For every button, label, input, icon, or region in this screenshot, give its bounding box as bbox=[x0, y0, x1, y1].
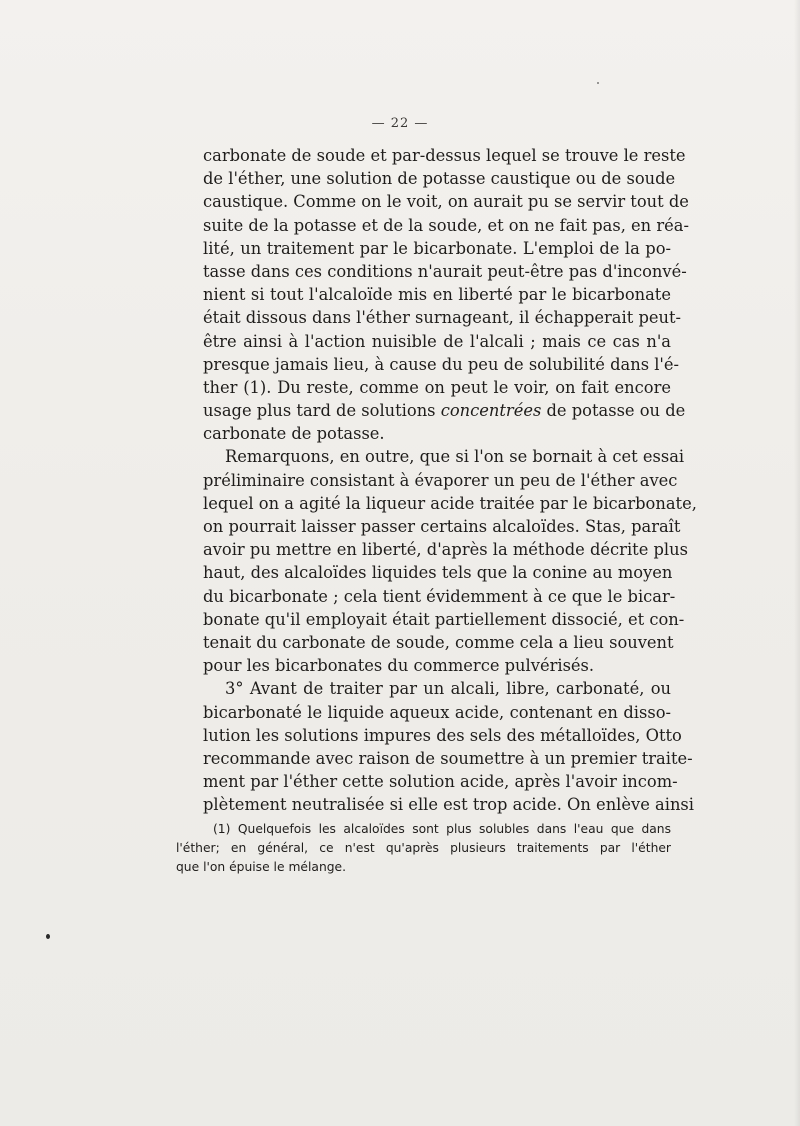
text-line: était dissous dans l'éther surnageant, il échapperait peut- bbox=[203, 308, 682, 328]
text-line: bicarbonaté le liquide aqueux acide, contenant en disso- bbox=[203, 702, 671, 722]
text-segment: de potasse ou de bbox=[541, 401, 686, 421]
text-line: de l'éther, une solution de potasse caustique ou de soude bbox=[203, 169, 676, 189]
text-segment: usage plus tard de solutions bbox=[203, 401, 441, 421]
text-line: on pourrait laisser passer certains alcaloïdes. Stas, paraît bbox=[203, 517, 681, 536]
text-line: suite de la potasse et de la soude, et on ne fait pas, en réa- bbox=[203, 215, 689, 235]
text-line: lution les solutions impures des sels des métalloïdes, Otto bbox=[203, 725, 682, 745]
text-line: carbonate de soude et par-dessus lequel se trouve le reste bbox=[203, 146, 686, 165]
page-number: — 22 — bbox=[371, 116, 429, 131]
text-line: nient si tout l'alcaloïde mis en liberté par le bicarbonate bbox=[203, 285, 671, 305]
footnote-line: que l'on épuise le mélange. bbox=[176, 860, 347, 874]
text-line: plètement neutralisée si elle est trop acide. On enlève ainsi bbox=[203, 795, 694, 815]
paragraph-2 bbox=[203, 445, 697, 677]
text-line: tasse dans ces conditions n'aurait peut-être pas d'inconvé- bbox=[203, 261, 687, 281]
ink-speck bbox=[46, 934, 50, 939]
text-line: lequel on a agité la liqueur acide traitée par le bicarbonate, bbox=[203, 493, 697, 513]
text-line: bonate qu'il employait était partiellement dissocié, et con- bbox=[203, 609, 685, 629]
text-line: ment par l'éther cette solution acide, après l'avoir incom- bbox=[203, 772, 678, 792]
text-line: du bicarbonate ; cela tient évidemment à ce que le bicar- bbox=[203, 586, 676, 606]
text-line: haut, des alcaloïdes liquides tels que la conine au moyen bbox=[203, 563, 673, 583]
page-edge-shadow bbox=[794, 0, 800, 1126]
text-line: pour les bicarbonates du commerce pulvérisés. bbox=[203, 656, 595, 676]
text-line: ther (1). Du reste, comme on peut le voir, on fait encore bbox=[203, 377, 671, 397]
body-text bbox=[203, 144, 697, 816]
footnote bbox=[176, 820, 671, 877]
text-line-with-emphasis bbox=[203, 399, 686, 422]
text-line: 3° Avant de traiter par un alcali, libre, carbonaté, ou bbox=[225, 679, 671, 699]
text-line: caustique. Comme on le voit, on aurait pu se servir tout de bbox=[203, 192, 689, 212]
text-line: tenait du carbonate de soude, comme cela a lieu souvent bbox=[203, 632, 674, 652]
ink-speck bbox=[597, 82, 599, 84]
footnote-line: (1) Quelquefois les alcaloïdes sont plus solubles dans l'eau que dans bbox=[213, 822, 671, 836]
text-line: carbonate de potasse. bbox=[203, 424, 385, 444]
text-line: être ainsi à l'action nuisible de l'alcali ; mais ce cas n'a bbox=[203, 331, 671, 351]
text-line: préliminaire consistant à évaporer un peu de l'éther avec bbox=[203, 470, 678, 490]
text-line: lité, un traitement par le bicarbonate. L'emploi de la po- bbox=[203, 238, 671, 258]
text-line: presque jamais lieu, à cause du peu de solubilité dans l'é- bbox=[203, 354, 680, 374]
emphasis-concentrees: concentrées bbox=[440, 401, 542, 421]
footnote-line: l'éther; en général, ce n'est qu'après plusieurs traitements par l'éther bbox=[176, 841, 671, 855]
paragraph-1 bbox=[203, 144, 689, 445]
text-line: Remarquons, en outre, que si l'on se bornait à cet essai bbox=[225, 447, 685, 467]
text-line: avoir pu mettre en liberté, d'après la méthode décrite plus bbox=[203, 540, 688, 560]
text-line: recommande avec raison de soumettre à un premier traite- bbox=[203, 748, 693, 768]
paragraph-3 bbox=[203, 677, 694, 816]
